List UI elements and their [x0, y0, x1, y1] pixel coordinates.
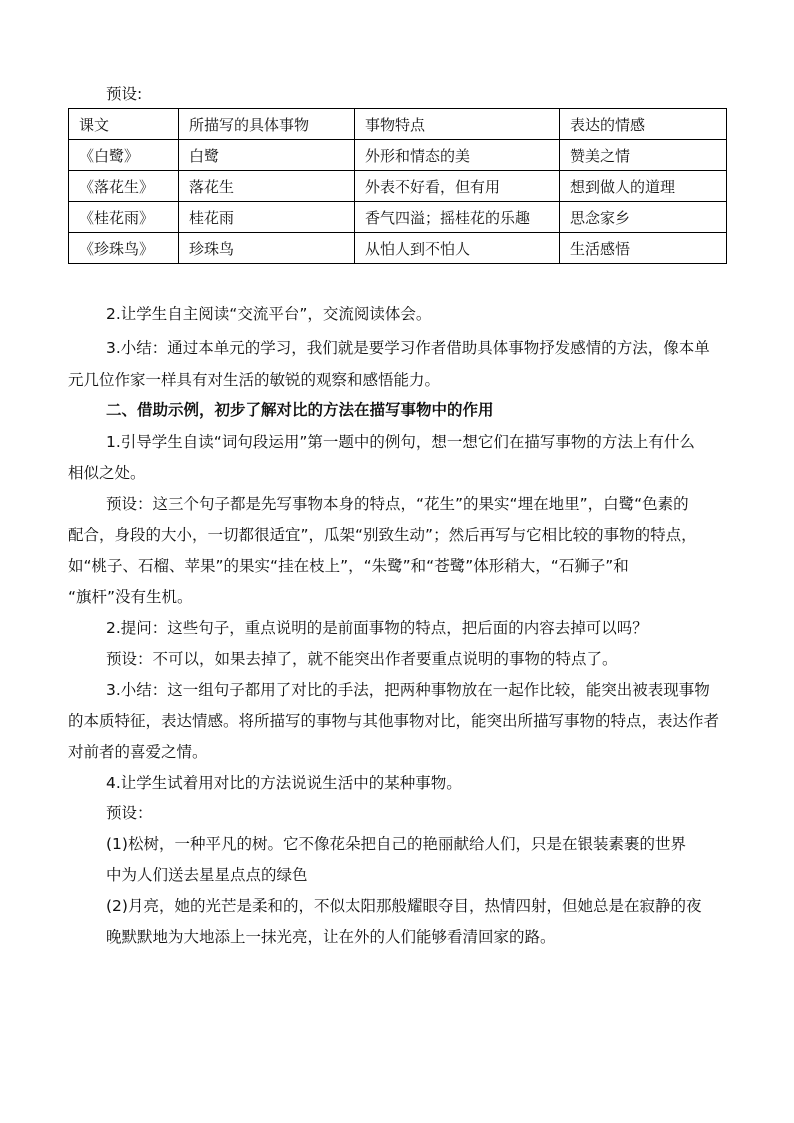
paragraph-line: 2.提问：这些句子，重点说明的是前面事物的特点，把后面的内容去掉可以吗？: [106, 619, 648, 637]
table-cell: 香气四溢；摇桂花的乐趣: [355, 202, 560, 233]
table-cell: 想到做人的道理: [560, 171, 727, 202]
header-cell: 事物特点: [355, 109, 560, 140]
table-row: [69, 140, 727, 171]
paragraph-line: 1.引导学生自读“词句段运用”第一题中的例句，想一想它们在描写事物的方法上有什么: [106, 433, 695, 451]
paragraph-line: 预设：: [106, 804, 153, 822]
paragraph-line: 配合，身段的大小，一切都很适宜”，瓜架“别致生动”；然后再写与它相比较的事物的特点，: [68, 526, 697, 544]
paragraph-line: (2)月亮，她的光芒是柔和的，不似太阳那般耀眼夺目，热情四射，但她总是在寂静的夜: [106, 897, 702, 915]
paragraph-line: 晚默默地为大地添上一抹光亮，让在外的人们能够看清回家的路。: [106, 928, 556, 946]
table-cell: 《桂花雨》: [69, 202, 179, 233]
table-cell: 落花生: [179, 171, 355, 202]
table-cell: 思念家乡: [560, 202, 727, 233]
table-cell: 桂花雨: [179, 202, 355, 233]
paragraph-line: 2.让学生自主阅读“交流平台”，交流阅读体会。: [106, 305, 432, 323]
table-header-row: [69, 109, 727, 140]
preset-label: 预设:: [106, 85, 143, 103]
paragraph-line: 3.小结：这一组句子都用了对比的手法，把两种事物放在一起作比较，能突出被表现事物: [106, 681, 710, 699]
paragraph-line: 的本质特征，表达情感。将所描写的事物与其他事物对比，能突出所描写事物的特点，表达作者: [68, 712, 720, 730]
table-cell: 《白鹭》: [69, 140, 179, 171]
section-heading: 二、借助示例，初步了解对比的方法在描写事物中的作用: [106, 401, 494, 419]
table-row: [69, 171, 727, 202]
header-cell: 课文: [69, 109, 179, 140]
table-row: [69, 233, 727, 264]
paragraph-line: 3.小结：通过本单元的学习，我们就是要学习作者借助具体事物抒发感情的方法，像本单: [106, 339, 710, 357]
table-cell: 赞美之情: [560, 140, 727, 171]
paragraph-line: 预设：这三个句子都是先写事物本身的特点，“花生”的果实“埋在地里”，白鹭“色素的: [106, 495, 689, 513]
lesson-table: [68, 108, 727, 264]
table-cell: 《落花生》: [69, 171, 179, 202]
table-cell: 外表不好看，但有用: [355, 171, 560, 202]
paragraph-line: 如“桃子、石榴、苹果”的果实“挂在枝上”，“朱鹭”和“苍鹭”体形稍大，“石狮子”和: [68, 557, 629, 575]
table-cell: 从怕人到不怕人: [355, 233, 560, 264]
paragraph-line: 相似之处。: [68, 464, 146, 482]
table-cell: 白鹭: [179, 140, 355, 171]
paragraph-line: 元几位作家一样具有对生活的敏锐的观察和感悟能力。: [68, 371, 441, 389]
paragraph-line: 预设：不可以，如果去掉了，就不能突出作者要重点说明的事物的特点了。: [106, 650, 618, 668]
paragraph-line: 中为人们送去星星点点的绿色: [106, 866, 308, 884]
paragraph-line: 对前者的喜爱之情。: [68, 743, 208, 761]
header-cell: 表达的情感: [560, 109, 727, 140]
paragraph-line: (1)松树，一种平凡的树。它不像花朵把自己的艳丽献给人们，只是在银装素裹的世界: [106, 835, 686, 853]
table-cell: 外形和情态的美: [355, 140, 560, 171]
table-cell: 珍珠鸟: [179, 233, 355, 264]
paragraph-line: “旗杆”没有生机。: [68, 588, 193, 606]
table-cell: 生活感悟: [560, 233, 727, 264]
header-cell: 所描写的具体事物: [179, 109, 355, 140]
table-row: [69, 202, 727, 233]
table-cell: 《珍珠鸟》: [69, 233, 179, 264]
paragraph-line: 4.让学生试着用对比的方法说说生活中的某种事物。: [106, 774, 462, 792]
